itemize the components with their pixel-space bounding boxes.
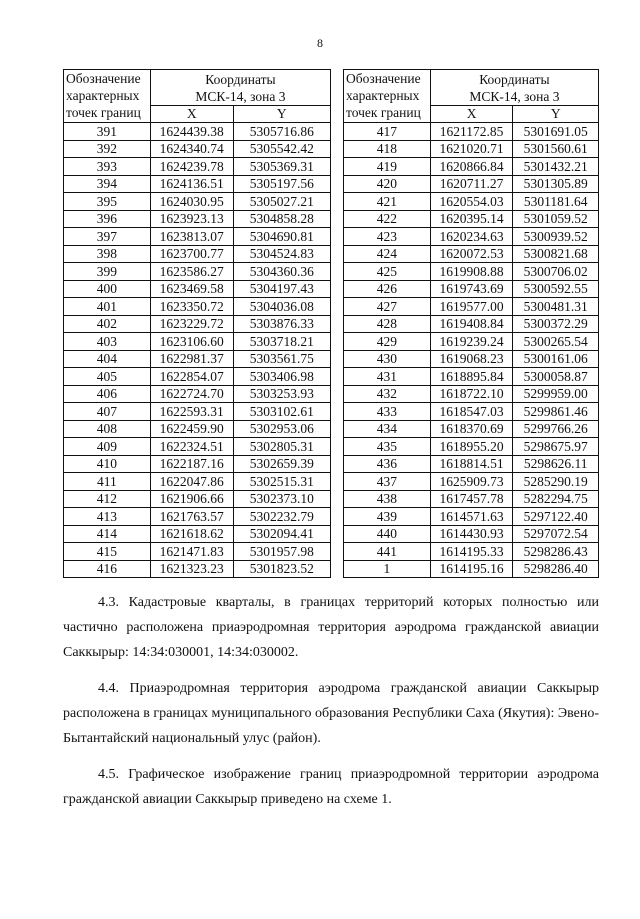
y-coordinate-cell: 5300939.52 bbox=[513, 228, 599, 246]
point-number-cell: 414 bbox=[64, 525, 151, 543]
point-number-cell: 394 bbox=[64, 175, 151, 193]
x-coordinate-cell: 1614430.93 bbox=[430, 525, 513, 543]
table-row bbox=[344, 158, 599, 176]
table-row bbox=[64, 263, 331, 281]
table-row bbox=[64, 315, 331, 333]
point-number-cell: 438 bbox=[344, 490, 431, 508]
y-coordinate-cell: 5301560.61 bbox=[513, 140, 599, 158]
y-coordinate-cell: 5305542.42 bbox=[233, 140, 330, 158]
point-number-cell: 398 bbox=[64, 245, 151, 263]
header-coordinates-line-2: МСК-14, зона 3 bbox=[195, 89, 286, 104]
point-number-cell: 415 bbox=[64, 543, 151, 561]
page-number: 8 bbox=[317, 36, 323, 50]
point-number-cell: 395 bbox=[64, 193, 151, 211]
point-number-cell: 409 bbox=[64, 438, 151, 456]
y-coordinate-cell: 5304197.43 bbox=[233, 280, 330, 298]
point-number-cell: 404 bbox=[64, 350, 151, 368]
x-coordinate-cell: 1621618.62 bbox=[150, 525, 233, 543]
x-coordinate-cell: 1623700.77 bbox=[150, 245, 233, 263]
y-coordinate-cell: 5301181.64 bbox=[513, 193, 599, 211]
x-coordinate-cell: 1614571.63 bbox=[430, 508, 513, 526]
coordinates-table-right bbox=[343, 69, 599, 578]
x-coordinate-cell: 1624340.74 bbox=[150, 140, 233, 158]
table-row bbox=[64, 298, 331, 316]
point-number-cell: 425 bbox=[344, 263, 431, 281]
table-row bbox=[344, 438, 599, 456]
paragraph-4-4: 4.4. Приаэродромная территория аэродрома гражданской авиации Саккырыр расположена в границах муниципального образования Республики Саха (Якутия): Эвено-Бытантайский национальный улус (район). bbox=[63, 681, 599, 746]
y-coordinate-cell: 5303102.61 bbox=[233, 403, 330, 421]
y-coordinate-cell: 5298286.43 bbox=[513, 543, 599, 561]
point-number-cell: 435 bbox=[344, 438, 431, 456]
x-coordinate-cell: 1614195.16 bbox=[430, 560, 513, 578]
y-coordinate-cell: 5300058.87 bbox=[513, 368, 599, 386]
table-row bbox=[344, 140, 599, 158]
y-coordinate-cell: 5304524.83 bbox=[233, 245, 330, 263]
point-number-cell: 419 bbox=[344, 158, 431, 176]
y-coordinate-cell: 5300372.29 bbox=[513, 315, 599, 333]
y-coordinate-cell: 5305716.86 bbox=[233, 123, 330, 141]
x-coordinate-cell: 1619408.84 bbox=[430, 315, 513, 333]
table-row bbox=[344, 525, 599, 543]
table-row bbox=[344, 315, 599, 333]
point-number-cell: 411 bbox=[64, 473, 151, 491]
point-number-cell: 407 bbox=[64, 403, 151, 421]
x-coordinate-cell: 1618955.20 bbox=[430, 438, 513, 456]
x-coordinate-cell: 1624030.95 bbox=[150, 193, 233, 211]
y-coordinate-cell: 5304360.36 bbox=[233, 263, 330, 281]
y-coordinate-cell: 5300821.68 bbox=[513, 245, 599, 263]
x-coordinate-cell: 1620866.84 bbox=[430, 158, 513, 176]
y-coordinate-cell: 5299766.26 bbox=[513, 420, 599, 438]
x-coordinate-cell: 1622981.37 bbox=[150, 350, 233, 368]
table-row bbox=[64, 560, 331, 578]
table-body-right bbox=[344, 123, 599, 578]
point-number-cell: 423 bbox=[344, 228, 431, 246]
point-number-cell: 437 bbox=[344, 473, 431, 491]
point-number-cell: 421 bbox=[344, 193, 431, 211]
header-point-line-1: Обозначение bbox=[66, 71, 141, 86]
point-number-cell: 430 bbox=[344, 350, 431, 368]
y-coordinate-cell: 5299959.00 bbox=[513, 385, 599, 403]
point-number-cell: 393 bbox=[64, 158, 151, 176]
x-coordinate-cell: 1622459.90 bbox=[150, 420, 233, 438]
point-number-cell: 397 bbox=[64, 228, 151, 246]
table-row bbox=[64, 193, 331, 211]
y-coordinate-cell: 5303561.75 bbox=[233, 350, 330, 368]
x-coordinate-cell: 1621471.83 bbox=[150, 543, 233, 561]
point-number-cell: 420 bbox=[344, 175, 431, 193]
y-coordinate-cell: 5305027.21 bbox=[233, 193, 330, 211]
point-number-cell: 399 bbox=[64, 263, 151, 281]
point-number-cell: 426 bbox=[344, 280, 431, 298]
x-coordinate-cell: 1618547.03 bbox=[430, 403, 513, 421]
point-number-cell: 416 bbox=[64, 560, 151, 578]
y-coordinate-cell: 5302232.79 bbox=[233, 508, 330, 526]
point-number-cell: 401 bbox=[64, 298, 151, 316]
x-coordinate-cell: 1623586.27 bbox=[150, 263, 233, 281]
table-row bbox=[64, 403, 331, 421]
y-coordinate-cell: 5300706.02 bbox=[513, 263, 599, 281]
point-number-cell: 403 bbox=[64, 333, 151, 351]
y-coordinate-cell: 5302953.06 bbox=[233, 420, 330, 438]
y-coordinate-cell: 5300265.54 bbox=[513, 333, 599, 351]
table-row bbox=[64, 280, 331, 298]
paragraph-4-3: 4.3. Кадастровые кварталы, в границах территорий которых полностью или частично расположена приаэродромная территория аэродрома гражданской авиации Саккырыр: 14:34:030001, 14:34:030002. bbox=[63, 595, 599, 660]
x-coordinate-cell: 1622593.31 bbox=[150, 403, 233, 421]
table-row bbox=[344, 490, 599, 508]
table-row bbox=[344, 193, 599, 211]
x-coordinate-cell: 1619239.24 bbox=[430, 333, 513, 351]
table-row bbox=[344, 455, 599, 473]
point-number-cell: 396 bbox=[64, 210, 151, 228]
table-row bbox=[64, 228, 331, 246]
table-row bbox=[344, 543, 599, 561]
table-row bbox=[64, 473, 331, 491]
x-coordinate-cell: 1618722.10 bbox=[430, 385, 513, 403]
table-row bbox=[64, 350, 331, 368]
table-row bbox=[344, 368, 599, 386]
point-number-cell: 410 bbox=[64, 455, 151, 473]
x-coordinate-cell: 1621906.66 bbox=[150, 490, 233, 508]
y-coordinate-cell: 5303718.21 bbox=[233, 333, 330, 351]
header-x: X bbox=[150, 106, 233, 123]
table-row bbox=[344, 245, 599, 263]
table-row bbox=[64, 140, 331, 158]
y-coordinate-cell: 5301059.52 bbox=[513, 210, 599, 228]
point-number-cell: 433 bbox=[344, 403, 431, 421]
point-number-cell: 429 bbox=[344, 333, 431, 351]
point-number-cell: 417 bbox=[344, 123, 431, 141]
y-coordinate-cell: 5303253.93 bbox=[233, 385, 330, 403]
x-coordinate-cell: 1623923.13 bbox=[150, 210, 233, 228]
table-row bbox=[64, 508, 331, 526]
header-point-line-3: точек границ bbox=[66, 105, 141, 120]
y-coordinate-cell: 5297072.54 bbox=[513, 525, 599, 543]
point-number-cell: 400 bbox=[64, 280, 151, 298]
y-coordinate-cell: 5301957.98 bbox=[233, 543, 330, 561]
header-y: Y bbox=[233, 106, 330, 123]
x-coordinate-cell: 1622324.51 bbox=[150, 438, 233, 456]
x-coordinate-cell: 1614195.33 bbox=[430, 543, 513, 561]
y-coordinate-cell: 5297122.40 bbox=[513, 508, 599, 526]
y-coordinate-cell: 5282294.75 bbox=[513, 490, 599, 508]
x-coordinate-cell: 1624439.38 bbox=[150, 123, 233, 141]
y-coordinate-cell: 5285290.19 bbox=[513, 473, 599, 491]
header-coordinates-line-2: МСК-14, зона 3 bbox=[469, 89, 560, 104]
table-row bbox=[64, 455, 331, 473]
y-coordinate-cell: 5300592.55 bbox=[513, 280, 599, 298]
point-number-cell: 427 bbox=[344, 298, 431, 316]
x-coordinate-cell: 1619068.23 bbox=[430, 350, 513, 368]
table-row bbox=[344, 123, 599, 141]
table-row bbox=[64, 175, 331, 193]
table-row bbox=[344, 473, 599, 491]
y-coordinate-cell: 5301823.52 bbox=[233, 560, 330, 578]
point-number-cell: 413 bbox=[64, 508, 151, 526]
table-row bbox=[344, 228, 599, 246]
point-number-cell: 432 bbox=[344, 385, 431, 403]
point-number-cell: 441 bbox=[344, 543, 431, 561]
table-row bbox=[344, 298, 599, 316]
x-coordinate-cell: 1620072.53 bbox=[430, 245, 513, 263]
point-number-cell: 412 bbox=[64, 490, 151, 508]
table-row bbox=[64, 490, 331, 508]
y-coordinate-cell: 5298626.11 bbox=[513, 455, 599, 473]
y-coordinate-cell: 5304690.81 bbox=[233, 228, 330, 246]
point-number-cell: 424 bbox=[344, 245, 431, 263]
x-coordinate-cell: 1620395.14 bbox=[430, 210, 513, 228]
x-coordinate-cell: 1619743.69 bbox=[430, 280, 513, 298]
point-number-cell: 406 bbox=[64, 385, 151, 403]
point-number-cell: 402 bbox=[64, 315, 151, 333]
body-text bbox=[63, 590, 599, 823]
y-coordinate-cell: 5302094.41 bbox=[233, 525, 330, 543]
x-coordinate-cell: 1623229.72 bbox=[150, 315, 233, 333]
y-coordinate-cell: 5301691.05 bbox=[513, 123, 599, 141]
y-coordinate-cell: 5302805.31 bbox=[233, 438, 330, 456]
y-coordinate-cell: 5303876.33 bbox=[233, 315, 330, 333]
x-coordinate-cell: 1620554.03 bbox=[430, 193, 513, 211]
point-number-cell: 391 bbox=[64, 123, 151, 141]
header-point-line-2: характерных bbox=[66, 88, 140, 103]
header-coordinates-line-1: Координаты bbox=[205, 72, 276, 87]
paragraph-4-5: 4.5. Графическое изображение границ приаэродромной территории аэродрома гражданской авиации Саккырыр приведено на схеме 1. bbox=[63, 767, 599, 807]
point-number-cell: 434 bbox=[344, 420, 431, 438]
table-row bbox=[344, 560, 599, 578]
y-coordinate-cell: 5304858.28 bbox=[233, 210, 330, 228]
x-coordinate-cell: 1625909.73 bbox=[430, 473, 513, 491]
x-coordinate-cell: 1621020.71 bbox=[430, 140, 513, 158]
x-coordinate-cell: 1623813.07 bbox=[150, 228, 233, 246]
x-coordinate-cell: 1622047.86 bbox=[150, 473, 233, 491]
table-row bbox=[64, 385, 331, 403]
table-row bbox=[344, 385, 599, 403]
table-row bbox=[64, 543, 331, 561]
y-coordinate-cell: 5298286.40 bbox=[513, 560, 599, 578]
x-coordinate-cell: 1618370.69 bbox=[430, 420, 513, 438]
table-row bbox=[64, 245, 331, 263]
table-row bbox=[64, 333, 331, 351]
point-number-cell: 431 bbox=[344, 368, 431, 386]
table-row bbox=[344, 280, 599, 298]
y-coordinate-cell: 5305197.56 bbox=[233, 175, 330, 193]
header-point-line-3: точек границ bbox=[346, 105, 421, 120]
point-number-cell: 405 bbox=[64, 368, 151, 386]
y-coordinate-cell: 5299861.46 bbox=[513, 403, 599, 421]
x-coordinate-cell: 1624136.51 bbox=[150, 175, 233, 193]
header-x: X bbox=[430, 106, 513, 123]
table-row bbox=[64, 123, 331, 141]
y-coordinate-cell: 5302373.10 bbox=[233, 490, 330, 508]
header-point-designation bbox=[64, 70, 151, 123]
table-row bbox=[64, 438, 331, 456]
x-coordinate-cell: 1622187.16 bbox=[150, 455, 233, 473]
header-y: Y bbox=[513, 106, 599, 123]
point-number-cell: 418 bbox=[344, 140, 431, 158]
x-coordinate-cell: 1620711.27 bbox=[430, 175, 513, 193]
y-coordinate-cell: 5302515.31 bbox=[233, 473, 330, 491]
x-coordinate-cell: 1622724.70 bbox=[150, 385, 233, 403]
y-coordinate-cell: 5300481.31 bbox=[513, 298, 599, 316]
y-coordinate-cell: 5302659.39 bbox=[233, 455, 330, 473]
x-coordinate-cell: 1623350.72 bbox=[150, 298, 233, 316]
point-number-cell: 1 bbox=[344, 560, 431, 578]
table-row bbox=[344, 508, 599, 526]
x-coordinate-cell: 1621323.23 bbox=[150, 560, 233, 578]
table-row bbox=[344, 420, 599, 438]
table-row bbox=[344, 403, 599, 421]
x-coordinate-cell: 1618895.84 bbox=[430, 368, 513, 386]
y-coordinate-cell: 5304036.08 bbox=[233, 298, 330, 316]
x-coordinate-cell: 1622854.07 bbox=[150, 368, 233, 386]
x-coordinate-cell: 1617457.78 bbox=[430, 490, 513, 508]
coordinates-table-left bbox=[63, 69, 331, 578]
point-number-cell: 436 bbox=[344, 455, 431, 473]
header-point-line-2: характерных bbox=[346, 88, 420, 103]
y-coordinate-cell: 5300161.06 bbox=[513, 350, 599, 368]
x-coordinate-cell: 1621763.57 bbox=[150, 508, 233, 526]
point-number-cell: 392 bbox=[64, 140, 151, 158]
x-coordinate-cell: 1621172.85 bbox=[430, 123, 513, 141]
table-row bbox=[64, 368, 331, 386]
table-row bbox=[64, 210, 331, 228]
table-body-left bbox=[64, 123, 331, 578]
x-coordinate-cell: 1619577.00 bbox=[430, 298, 513, 316]
header-point-designation bbox=[344, 70, 431, 123]
header-coordinates bbox=[430, 70, 598, 106]
table-row bbox=[344, 210, 599, 228]
point-number-cell: 439 bbox=[344, 508, 431, 526]
table-row bbox=[344, 263, 599, 281]
table-row bbox=[64, 420, 331, 438]
y-coordinate-cell: 5303406.98 bbox=[233, 368, 330, 386]
table-row bbox=[344, 175, 599, 193]
y-coordinate-cell: 5301432.21 bbox=[513, 158, 599, 176]
header-coordinates-line-1: Координаты bbox=[479, 72, 550, 87]
point-number-cell: 408 bbox=[64, 420, 151, 438]
table-row bbox=[64, 525, 331, 543]
x-coordinate-cell: 1623469.58 bbox=[150, 280, 233, 298]
table-row bbox=[344, 333, 599, 351]
point-number-cell: 440 bbox=[344, 525, 431, 543]
point-number-cell: 428 bbox=[344, 315, 431, 333]
y-coordinate-cell: 5305369.31 bbox=[233, 158, 330, 176]
table-row bbox=[344, 350, 599, 368]
x-coordinate-cell: 1619908.88 bbox=[430, 263, 513, 281]
x-coordinate-cell: 1623106.60 bbox=[150, 333, 233, 351]
header-point-line-1: Обозначение bbox=[346, 71, 421, 86]
x-coordinate-cell: 1624239.78 bbox=[150, 158, 233, 176]
x-coordinate-cell: 1620234.63 bbox=[430, 228, 513, 246]
header-coordinates bbox=[150, 70, 330, 106]
y-coordinate-cell: 5301305.89 bbox=[513, 175, 599, 193]
table-row bbox=[64, 158, 331, 176]
y-coordinate-cell: 5298675.97 bbox=[513, 438, 599, 456]
x-coordinate-cell: 1618814.51 bbox=[430, 455, 513, 473]
point-number-cell: 422 bbox=[344, 210, 431, 228]
